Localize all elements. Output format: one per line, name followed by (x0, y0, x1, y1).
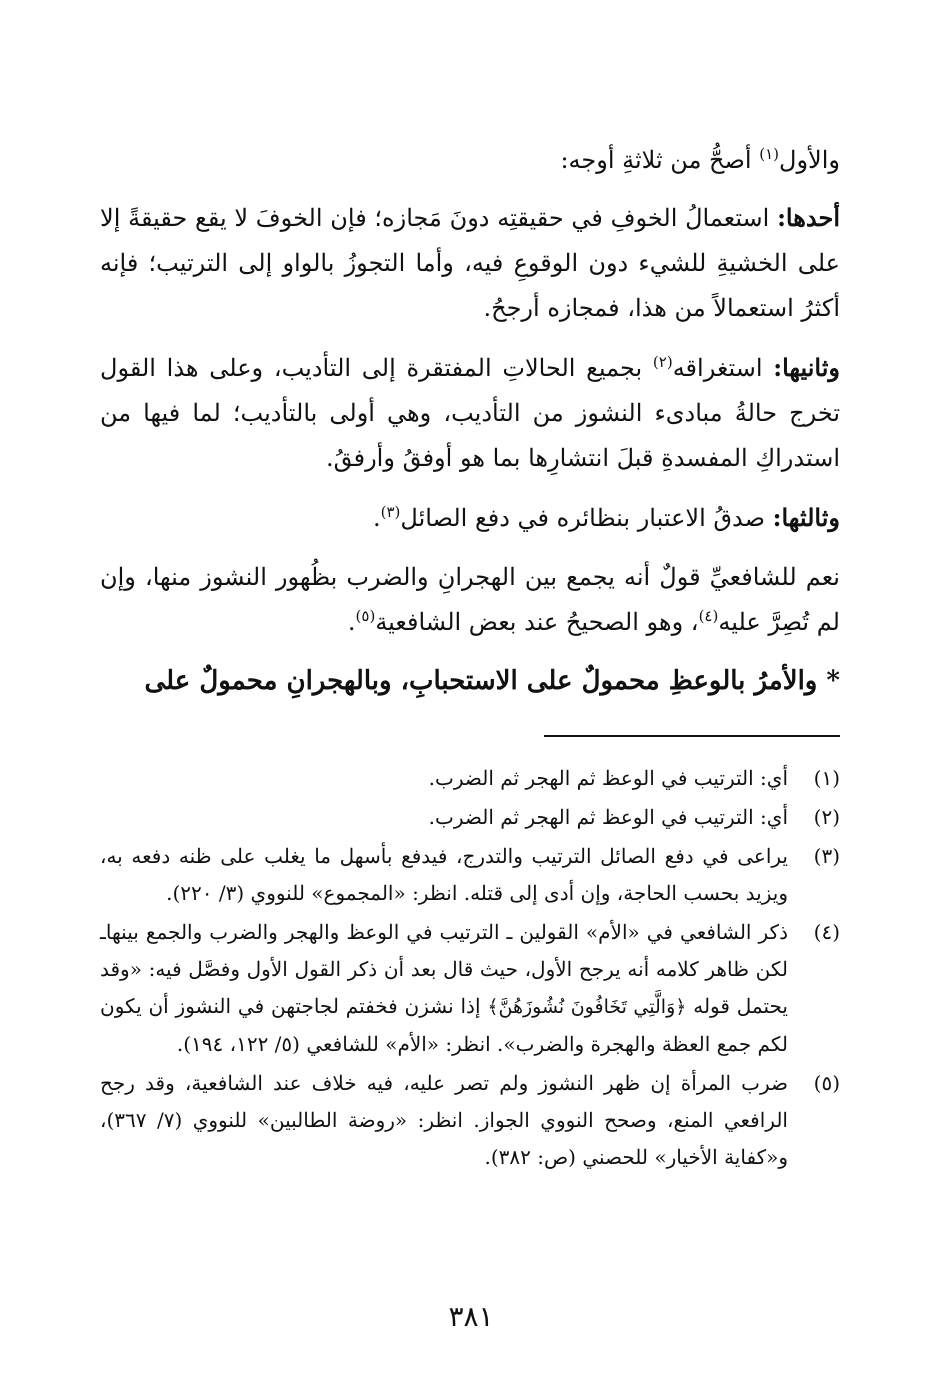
shafii-text-2: ، وهو الصحيحُ عند بعض الشافعية (375, 608, 699, 636)
matn-heading-text: * والأمرُ بالوعظِ محمولٌ على الاستحبابِ، وبالهجرانِ محمولٌ على (144, 666, 840, 696)
footnote-text: يراعى في دفع الصائل الترتيب والتدرج، فيدفع بأسهل ما يغلب على ظنه دفعه به، ويزيد بحسب الحاجة، وإن أدى إلى قتله. انظر: «المجموع» للنووي (٣/ ٢٢٠). (100, 844, 788, 905)
quran-verse: ﴿وَالَّتِي تَخَافُونَ نُشُوزَهُنَّ﴾ (487, 996, 687, 1018)
paragraph-first-reason (100, 195, 840, 331)
footnote-separator (544, 735, 840, 737)
paragraph-intro (100, 138, 840, 183)
footnote-text: ضرب المرأة إن ظهر النشوز ولم تصر عليه، فيه خلاف عند الشافعية، وقد رجح الرافعي المنع، وصحح النووي الجواز. انظر: «روضة الطالبين» للنووي (٧/ ٣٦٧)، و«كفاية الأخيار» للحصني (ص: ٣٨٢). (100, 1071, 788, 1169)
footnote-5 (100, 1065, 840, 1176)
footnote-text (100, 914, 788, 1063)
footnote-text: أي: الترتيب في الوعظ ثم الهجر ثم الضرب. (428, 805, 788, 829)
footnote-4 (100, 914, 840, 1063)
third-reason-text: صدقُ الاعتبار بنظائره في دفع الصائل (400, 504, 773, 532)
page-number: ٣٨١ (448, 1300, 494, 1333)
footnote-number: (١) (813, 766, 840, 790)
footnote-ref-2[interactable]: (٢) (652, 353, 673, 371)
footnote-1 (100, 760, 840, 797)
footnote-number: (٤) (813, 920, 840, 944)
footnote-text-part-1: ذكر الشافعي في «الأم» القولين ـ الترتيب في الوعظ والهجر والضرب والجمع بينهاـ لكن ظاهر كلامه أنه يرجح الأول، حيث قال بعد أن ذكر القول الأول وفصَّل فيه: «وقد يحتمل قوله (100, 920, 788, 1018)
paragraph-third-reason (100, 495, 840, 541)
footnote-text-part-2: إذا نشزن فخفتم لجاجتهن في النشوز أن يكون لكم جمع العظة والهجرة والضرب». انظر: «الأم» للشافعي (٥/ ١٢٢، ١٩٤). (100, 994, 788, 1056)
footnotes (100, 760, 840, 1178)
footnote-3 (100, 838, 840, 912)
main-text (100, 138, 840, 718)
shafii-text-3: . (347, 608, 356, 636)
footnote-ref-1[interactable]: (١) (759, 145, 780, 163)
footnote-ref-4[interactable]: (٤) (698, 607, 719, 625)
footnote-number: (٣) (813, 844, 840, 868)
shafii-text-1: نعم للشافعيِّ قولٌ أنه يجمع بين الهجرانِ والضرب بظُهور النشوز منها، وإن لم تُصِرَّ عليه (100, 563, 840, 636)
first-reason-lead: أحدها: (777, 203, 840, 232)
paragraph-shafii-opinion (100, 555, 840, 645)
intro-text: والأول (779, 146, 840, 174)
second-reason-lead: وثانيها: (773, 353, 840, 382)
intro-text-rest: أصحُّ من ثلاثةِ أوجه: (560, 146, 760, 174)
footnote-ref-5[interactable]: (٥) (355, 607, 376, 625)
footnote-text: أي: الترتيب في الوعظ ثم الهجر ثم الضرب. (428, 766, 788, 790)
paragraph-matn-heading (100, 659, 840, 704)
footnote-number: (٥) (813, 1071, 840, 1095)
paragraph-second-reason (100, 345, 840, 481)
first-reason-text: استعمالُ الخوفِ في حقيقتِه دونَ مَجازه؛ فإن الخوفَ لا يقع حقيقةً إلا على الخشيةِ للشيء دون الوقوعِ فيه، وأما التجوزُ بالواو إلى الترتيب؛ فإنه أكثرُ استعمالاً من هذا، فمجازه أرجحُ. (100, 204, 840, 322)
footnote-2 (100, 799, 840, 836)
footnote-number: (٢) (813, 805, 840, 829)
second-reason-text: استغراقه (672, 354, 774, 382)
third-reason-end: . (372, 504, 381, 532)
second-reason-text-rest: بجميع الحالاتِ المفتقرة إلى التأديب، وعلى هذا القول تخرج حالةُ مبادىء النشوز من التأديب، وهي أولى بالتأديب؛ لما فيها من استدراكِ المفسدةِ قبلَ انتشارِها بما هو أوفقُ وأرفقُ. (100, 354, 840, 472)
footnote-ref-3[interactable]: (٣) (380, 503, 401, 521)
third-reason-lead: وثالثها: (772, 503, 840, 532)
